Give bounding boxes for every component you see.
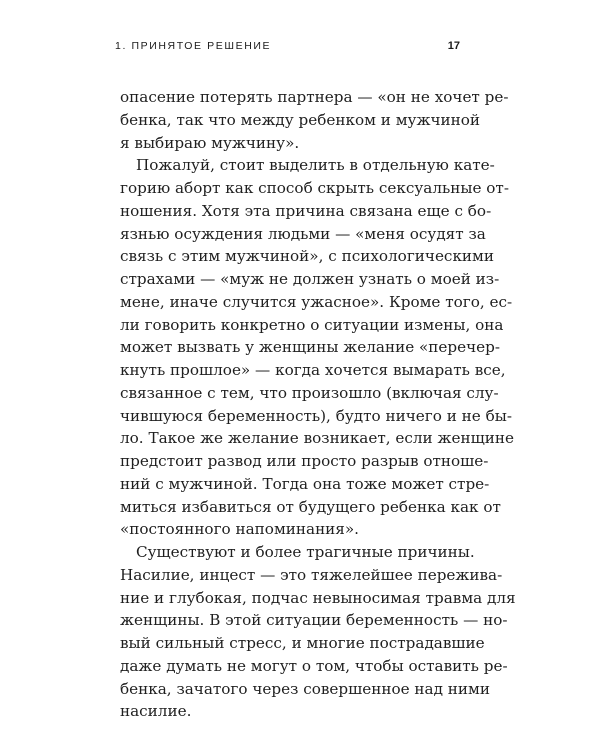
text-line: чившуюся беременность), будто ничего и не бы- [120,406,512,425]
page-number: 17 [447,40,460,52]
text-line: горию аборт как способ скрыть сексуальные от- [120,179,509,197]
text-line: женщины. В этой ситуации беременность — но- [120,611,508,630]
running-header [115,40,460,56]
text-line: страхами — «муж не должен узнать о моей из- [120,270,500,288]
text-line: Насилие, инцест — это тяжелейшее пережива- [120,565,503,584]
text-line: язнью осуждения людьми — «меня осудят за [120,224,486,243]
text-line: ний с мужчиной. Тогда она тоже может стре- [120,474,490,493]
text-line: вый сильный стресс, и многие пострадавшие [120,634,485,652]
text-line: ние и глубокая, подчас невыносимая травма для [120,588,516,607]
text-line: предстоит развод или просто разрыв отноше- [120,452,489,470]
text-line: Существуют и более трагичные причины. [136,543,475,561]
text-line: связь с этим мужчиной», с психологическими [120,247,494,266]
paragraph [120,86,509,154]
text-line: бенка, зачатого через совершенное над ними [120,679,490,698]
text-line: я выбираю мужчину». [120,133,300,152]
text-line: даже думать не могут о том, чтобы оставить ре- [120,656,508,675]
text-line: может вызвать у женщины желание «перечер- [120,338,501,357]
text-line: мене, иначе случится ужасное». Кроме того, ес- [120,292,513,311]
paragraph [120,541,516,723]
text-line: бенка, так что между ребенком и мужчиной [120,110,480,129]
text-line: связанное с тем, что произошло (включая слу- [120,383,499,402]
text-line: кнуть прошлое» — когда хочется вымарать все, [120,361,506,379]
chapter-title: 1. ПРИНЯТОЕ РЕШЕНИЕ [115,40,272,52]
text-line: «постоянного напоминания». [120,520,360,539]
text-line: ло. Такое же желание возникает, если женщине [120,429,514,448]
text-line: Пожалуй, стоит выделить в отдельную кате- [136,156,495,175]
body-text [120,86,516,723]
text-line: насилие. [120,702,192,721]
text-line: опасение потерять партнера — «он не хочет ре- [120,88,509,106]
text-line: ношения. Хотя эта причина связана еще с бо- [120,201,492,220]
text-line: миться избавиться от будущего ребенка как от [120,497,501,516]
paragraph [120,154,514,541]
text-line: ли говорить конкретно о ситуации измены, она [120,315,504,334]
